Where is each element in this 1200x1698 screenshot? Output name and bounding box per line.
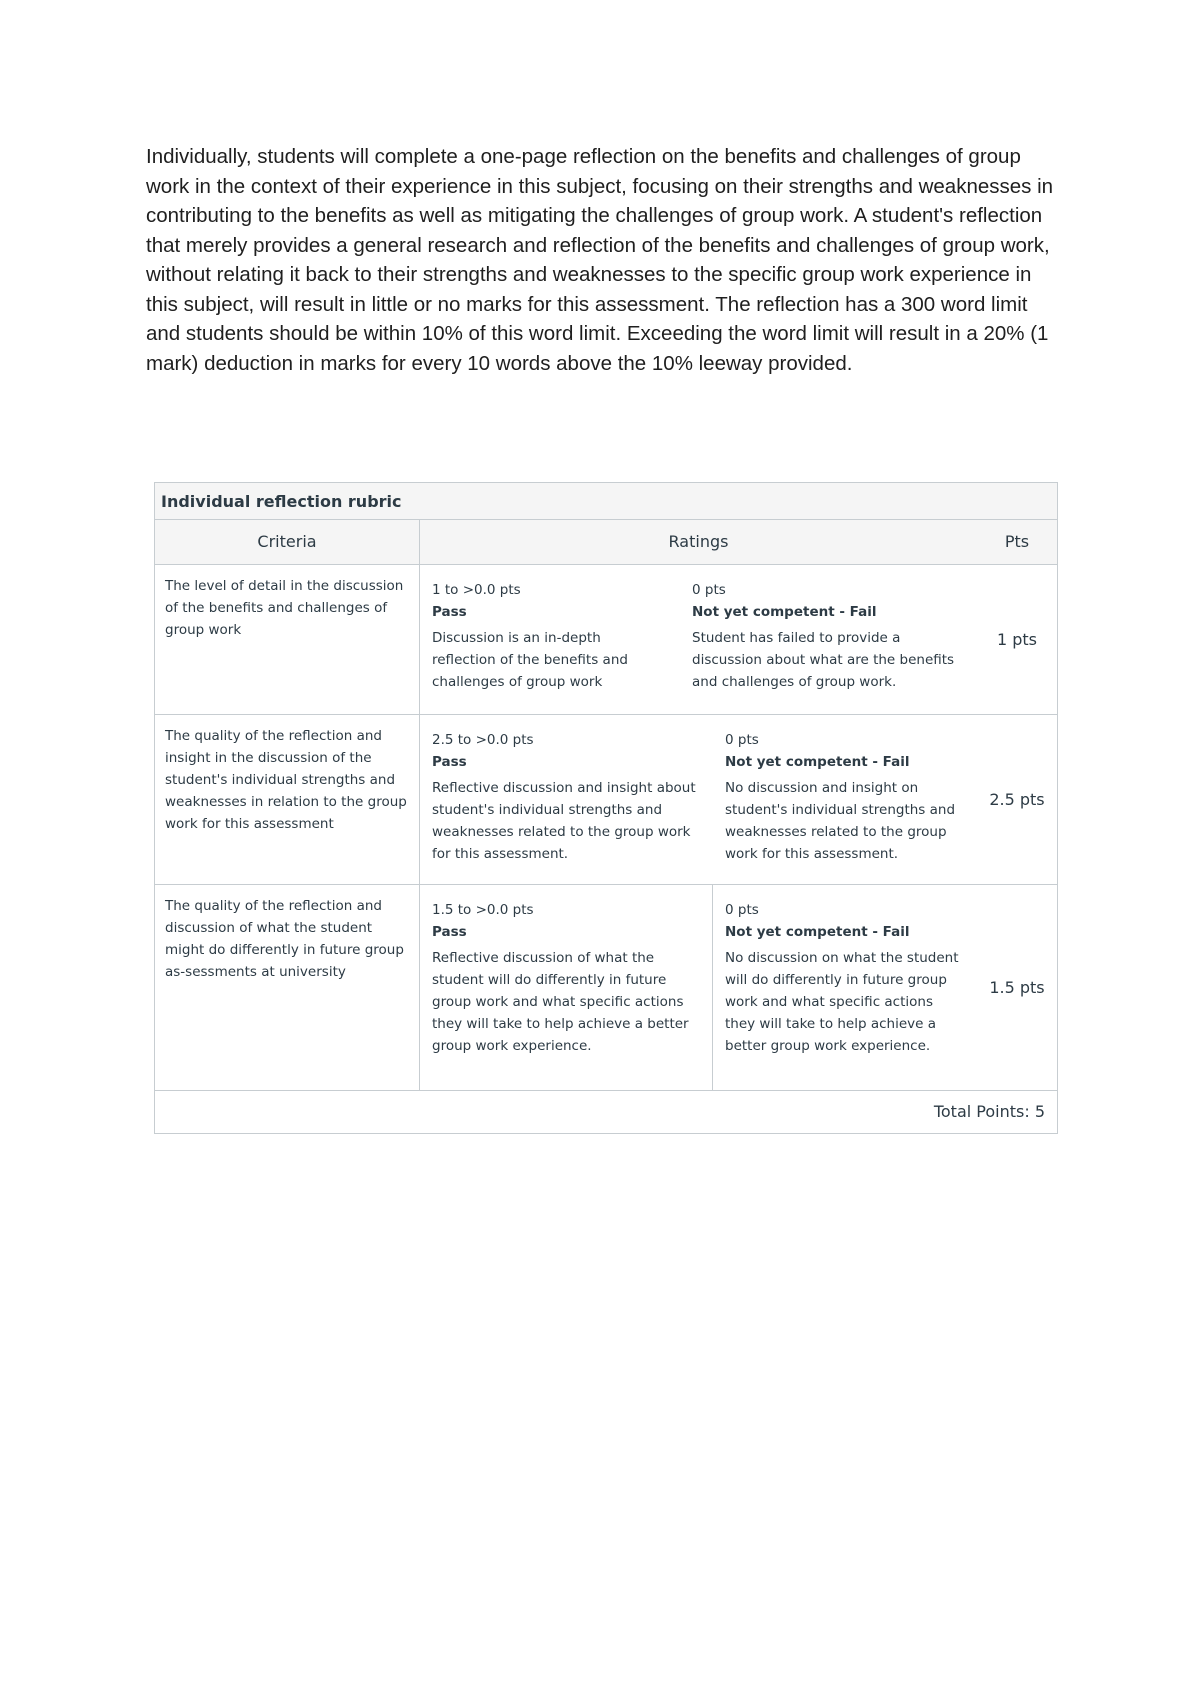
rating-description: Student has failed to provide a discussion about what are the benefits and challenges of group work.	[692, 630, 955, 690]
rating-label: Not yet competent - Fail	[725, 924, 910, 940]
rating-description: Reflective discussion of what the student will do differently in future group work and what specific actions they will take to help achieve a better group work experience.	[432, 950, 689, 1054]
row-points: 1.5 pts	[989, 978, 1045, 997]
rating-fail	[713, 885, 977, 1090]
row-points: 1 pts	[996, 630, 1038, 649]
rubric-title: Individual reflection rubric	[155, 483, 1057, 520]
rating-points: 0 pts	[692, 582, 726, 598]
criterion-description: The quality of the reflection and insight in the discussion of the student's individual strengths and weaknesses in relation to the group work for this assessment	[155, 715, 420, 884]
ratings-header: Ratings	[668, 532, 729, 551]
rating-pass	[420, 715, 713, 884]
ratings-cell	[420, 885, 977, 1090]
criterion-description: The quality of the reflection and discussion of what the student might do differently in future group as-sessments at university	[155, 885, 420, 1090]
rating-points: 0 pts	[725, 732, 759, 748]
rating-label: Pass	[432, 604, 467, 620]
rating-fail	[680, 565, 977, 714]
rating-description: No discussion and insight on student's individual strengths and weaknesses related to the group work for this assessment.	[725, 780, 956, 862]
row-points: 2.5 pts	[989, 790, 1045, 809]
ratings-cell	[420, 565, 977, 714]
intro-paragraph: Individually, students will complete a one-page reflection on the benefits and challenges of group work in the context of their experience in this subject, focusing on their strengths and weaknesses in contributing to the benefits as well as mitigating the challenges of group work. A student's reflection that merely provides a general research and reflection of the benefits and challenges of group work, without relating it back to their strengths and weaknesses to the specific group work experience in this subject, will result in little or no marks for this assessment. The reflection has a 300 word limit and students should be within 10% of this word limit. Exceeding the word limit will result in a 20% (1 mark) deduction in marks for every 10 words above the 10% leeway provided.	[146, 145, 1054, 375]
rating-description: No discussion on what the student will do differently in future group work and what specific actions they will take to help achieve a better group work experience.	[725, 950, 959, 1054]
rating-label: Pass	[432, 754, 467, 770]
rating-label: Not yet competent - Fail	[692, 604, 877, 620]
pts-header: Pts	[1004, 532, 1030, 551]
total-points: Total Points: 5	[933, 1102, 1045, 1121]
rating-points: 1 to >0.0 pts	[432, 582, 521, 598]
rubric-row	[155, 885, 1057, 1091]
rating-label: Not yet competent - Fail	[725, 754, 910, 770]
rubric-table	[154, 482, 1058, 1134]
rating-points: 2.5 to >0.0 pts	[432, 732, 534, 748]
rating-description: Discussion is an in-depth reflection of the benefits and challenges of group work	[432, 630, 628, 690]
rating-description: Reflective discussion and insight about student's individual strengths and weaknesses related to the group work for this assessment.	[432, 780, 696, 862]
rating-pass	[420, 565, 680, 714]
criteria-header: Criteria	[155, 520, 420, 564]
rating-fail	[713, 715, 977, 884]
ratings-cell	[420, 715, 977, 884]
rubric-header-row	[155, 520, 1057, 565]
rating-points: 1.5 to >0.0 pts	[432, 902, 534, 918]
rubric-row	[155, 715, 1057, 885]
rating-label: Pass	[432, 924, 467, 940]
rating-pass	[420, 885, 713, 1090]
criterion-description: The level of detail in the discussion of the benefits and challenges of group work	[155, 565, 420, 714]
rubric-row	[155, 565, 1057, 715]
rating-points: 0 pts	[725, 902, 759, 918]
